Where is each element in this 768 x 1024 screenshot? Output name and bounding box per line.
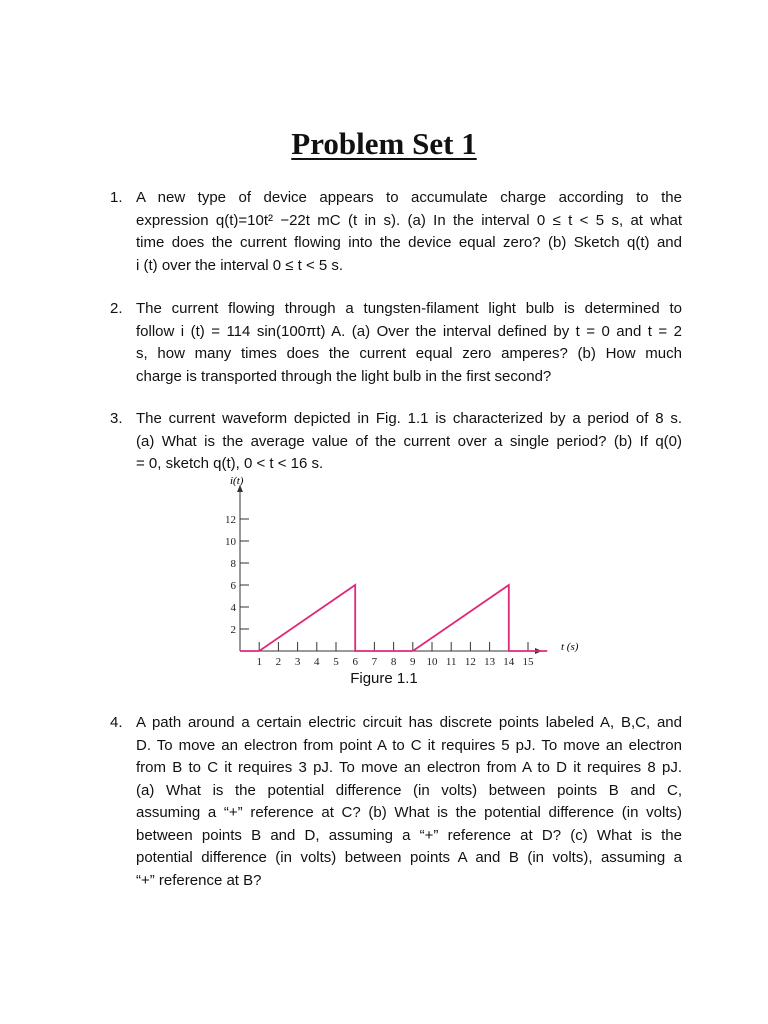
problem-number: 2. <box>110 300 123 317</box>
text-line: = 0, sketch q(t), 0 < t < 16 s. <box>136 455 324 472</box>
y-tick-label: 2 <box>230 624 236 636</box>
x-tick-label: 6 <box>352 656 358 668</box>
y-tick-label: 6 <box>230 580 236 592</box>
x-axis-label: t (s) <box>561 641 579 653</box>
text-line: s, how many times does the current equal zero amperes? (b) How much <box>136 345 682 362</box>
x-tick-label: 15 <box>522 656 534 668</box>
y-tick-label: 4 <box>230 602 236 614</box>
text-line: i (t) over the interval 0 ≤ t < 5 s. <box>136 256 344 274</box>
x-tick-label: 2 <box>275 656 282 668</box>
x-tick-label: 1 <box>256 656 262 668</box>
chart-marks <box>240 585 547 651</box>
problem-text <box>136 187 682 277</box>
chart-ticks <box>225 514 534 668</box>
series-line-i-t <box>240 585 547 651</box>
x-tick-label: 10 <box>426 656 438 668</box>
problem-1 <box>110 187 682 277</box>
chart-axes <box>237 485 542 654</box>
text-line: expression q(t)=10t² −22t mC (t in s). (a) In the interval 0 ≤ t < 5 s, at what <box>136 211 682 229</box>
text-line: The current waveform depicted in Fig. 1.1 is characterized by a period of 8 s. <box>136 410 682 427</box>
text-line: potential difference (in volts) between points A and B (in volts), assuming a <box>136 849 682 866</box>
problem-text <box>136 712 682 892</box>
x-tick-label: 13 <box>484 656 496 668</box>
text-line: charge is transported through the light bulb in the first second? <box>136 367 552 385</box>
problem-4 <box>110 712 682 892</box>
x-tick-label: 3 <box>294 656 301 668</box>
y-tick-label: 8 <box>230 558 236 570</box>
text-line: between points B and D, assuming a “+” reference at D? (c) What is the <box>136 826 682 844</box>
problem-text <box>136 408 682 476</box>
chart-svg <box>200 470 600 670</box>
y-axis-label: i(t) <box>230 475 244 487</box>
text-line: The current flowing through a tungsten-filament light bulb is determined to <box>136 300 682 317</box>
text-line: “+” reference at B? <box>136 871 262 889</box>
y-tick-label: 10 <box>225 536 236 548</box>
x-tick-label: 8 <box>390 656 397 668</box>
text-line: time does the current flowing into the device equal zero? (b) Sketch q(t) and <box>136 234 682 251</box>
x-tick-label: 5 <box>333 656 339 668</box>
text-line: assuming a “+” reference at C? (b) What is the potential difference (in volts) <box>136 804 682 821</box>
text-line: (a) What is the potential difference (in volts) between points B and C, <box>136 781 682 799</box>
page-title: Problem Set 1 <box>291 126 477 161</box>
figure-caption: Figure 1.1 <box>350 670 418 687</box>
problem-text <box>136 298 682 388</box>
x-tick-label: 11 <box>445 656 457 668</box>
text-line: from B to C it requires 3 pJ. To move an electron from A to D it requires 8 pJ. <box>136 759 682 776</box>
problem-number: 3. <box>110 410 123 427</box>
x-tick-label: 12 <box>464 656 476 668</box>
text-line: A path around a certain electric circuit has discrete points labeled A, B,C, and <box>136 714 682 731</box>
x-tick-label: 7 <box>371 656 378 668</box>
problem-2 <box>110 298 682 388</box>
problem-number: 4. <box>110 714 123 731</box>
text-line: (a) What is the average value of the current over a single period? (b) If q(0) <box>136 432 682 450</box>
x-tick-label: 14 <box>503 656 515 668</box>
y-tick-label: 12 <box>225 514 236 526</box>
x-tick-label: 9 <box>410 656 416 668</box>
figure-1-1-chart <box>200 470 600 670</box>
text-line: D. To move an electron from point A to C it requires 5 pJ. To move an electron <box>136 736 682 754</box>
text-line: follow i (t) = 114 sin(100πt) A. (a) Over the interval defined by t = 0 and t = 2 <box>136 322 682 340</box>
x-tick-label: 4 <box>314 656 320 668</box>
text-line: A new type of device appears to accumulate charge according to the <box>136 189 682 206</box>
problem-3 <box>110 408 682 476</box>
problem-number: 1. <box>110 189 123 206</box>
